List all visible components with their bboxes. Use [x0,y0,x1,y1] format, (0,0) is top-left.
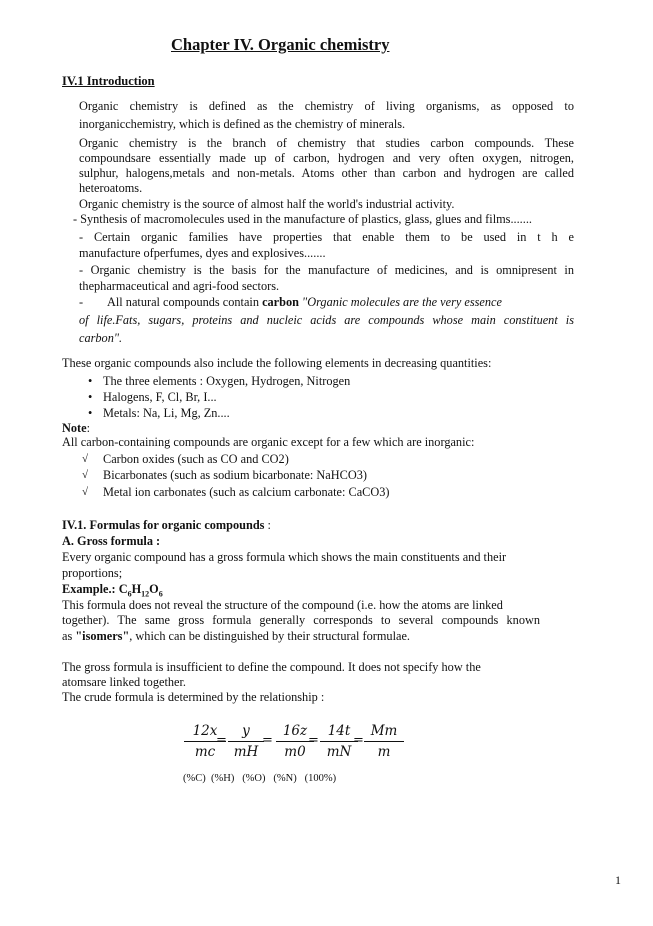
note-label [62,421,90,435]
note-item-2: Bicarbonates (such as sodium bicarbonate: NaHCO3) [103,468,367,482]
intro-line-2: inorganicchemistry, which is defined as the chemistry of minerals. [79,117,406,131]
bullet-icon: • [88,406,93,420]
fraction-denominator: mN [326,744,352,760]
intro-line-1: Organic chemistry is defined as the chemistry of living organisms, as opposed to [79,99,574,113]
example-label: Example.: [62,582,119,596]
isomers-suffix: , which can be distinguished by their structural formulae. [129,629,410,643]
percent-labels: (%C) (%H) (%O) (%N) (100%) [183,773,337,784]
equals-sign: = [216,733,227,748]
intro-line-3: Organic chemistry is the branch of chemistry that studies carbon compounds. These [79,136,574,150]
intro-line-6: heteroatoms. [79,181,143,195]
fraction-denominator: m [377,744,391,760]
formulas-heading-suffix: : [264,518,271,532]
note-label-text: Note [62,421,87,435]
insufficient-line-3: The crude formula is determined by the relationship : [62,690,325,704]
bullet-icon: • [88,390,93,404]
insufficient-line-2: atomsare linked together. [62,675,186,689]
note-colon: : [86,421,91,435]
note-item-1: Carbon oxides (such as CO and CO2) [103,452,289,466]
carbon-line-cont-2-text: carbon". [79,331,123,345]
carbon-quote-start: "Organic molecules are the very essence [298,295,502,309]
fraction-denominator: mc [194,744,216,760]
elements-intro: These organic compounds also include the following elements in decreasing quantities: [62,356,492,370]
example-formula: $C_6H_{12}O_6$ [118,582,163,599]
intro-line-8: - Synthesis of macromolecules used in the manufacture of plastics, glass, glues and films....... [73,212,532,226]
gross-line-1: Every organic compound has a gross formula which shows the main constituents and their [62,550,507,564]
isomers-bold: "isomers" [75,629,130,643]
fraction-numerator: Mm [370,723,398,739]
intro-line-10: manufacture ofperfumes, dyes and explosives....... [79,246,326,260]
carbon-line-cont-1-text: of life.Fats, sugars, proteins and nucleic acids are compounds whose main constituent is [79,313,574,327]
note-item-3: Metal ion carbonates (such as calcium carbonate: CaCO3) [103,485,390,499]
formulas-heading [62,518,271,532]
structure-line-2: together). The same gross formula generally corresponds to several compounds known [62,613,540,627]
equals-sign: = [308,733,319,748]
check-icon: √ [82,453,89,465]
fraction-molar-mass [364,723,404,760]
intro-line-5: sulphur, halogens,metals and non-metals. Atoms other than carbon and hydrogen are called [79,166,574,180]
intro-line-11: - Organic chemistry is the basis for the manufacture of medicines, and is omnipresent in [79,263,574,277]
page-title: Chapter IV. Organic chemistry [171,35,390,54]
insufficient-line-1: The gross formula is insufficient to define the compound. It does not specify how the [62,660,481,674]
bullet-icon: • [88,374,93,388]
fraction-denominator: mH [233,744,259,760]
carbon-line [79,295,502,309]
equals-sign: = [262,733,273,748]
gross-formula-heading: A. Gross formula : [62,534,161,548]
formulas-heading-text: IV.1. Formulas for organic compounds [62,518,265,532]
structure-line-1: This formula does not reveal the structure of the compound (i.e. how the atoms are linked [62,598,503,612]
fraction-numerator: y [242,723,250,739]
equals-sign: = [353,733,364,748]
isomers-line [62,629,410,643]
section-heading-introduction: IV.1 Introduction [62,74,155,88]
fraction-hydrogen [228,723,264,760]
fraction-denominator: m0 [284,744,306,760]
isomers-prefix: as [62,629,76,643]
carbon-bold: carbon [262,295,299,309]
fraction-numerator: 12x [192,723,218,739]
carbon-line-cont-1 [79,313,574,327]
page-number: 1 [615,873,621,887]
intro-line-4: compoundsare essentially made up of carbon, hydrogen and very often oxygen, nitrogen, [79,151,574,165]
element-item-1: The three elements : Oxygen, Hydrogen, Nitrogen [103,374,351,388]
gross-line-2: proportions; [62,566,123,580]
fraction-numerator: 16z [282,723,308,739]
element-item-3: Metals: Na, Li, Mg, Zn.... [103,406,230,420]
note-text: All carbon-containing compounds are organic except for a few which are inorganic: [62,435,475,449]
carbon-line-prefix: - All natural compounds contain [79,295,263,309]
check-icon: √ [82,486,89,498]
fraction-numerator: 14t [327,723,351,739]
carbon-line-cont-2 [79,331,122,345]
intro-line-7: Organic chemistry is the source of almost half the world's industrial activity. [79,197,455,211]
element-item-2: Halogens, F, Cl, Br, I... [103,390,217,404]
intro-line-9: - Certain organic families have properties that enable them to be used in t h e [79,230,574,244]
intro-line-12: thepharmaceutical and agri-food sectors. [79,279,280,293]
check-icon: √ [82,469,89,481]
